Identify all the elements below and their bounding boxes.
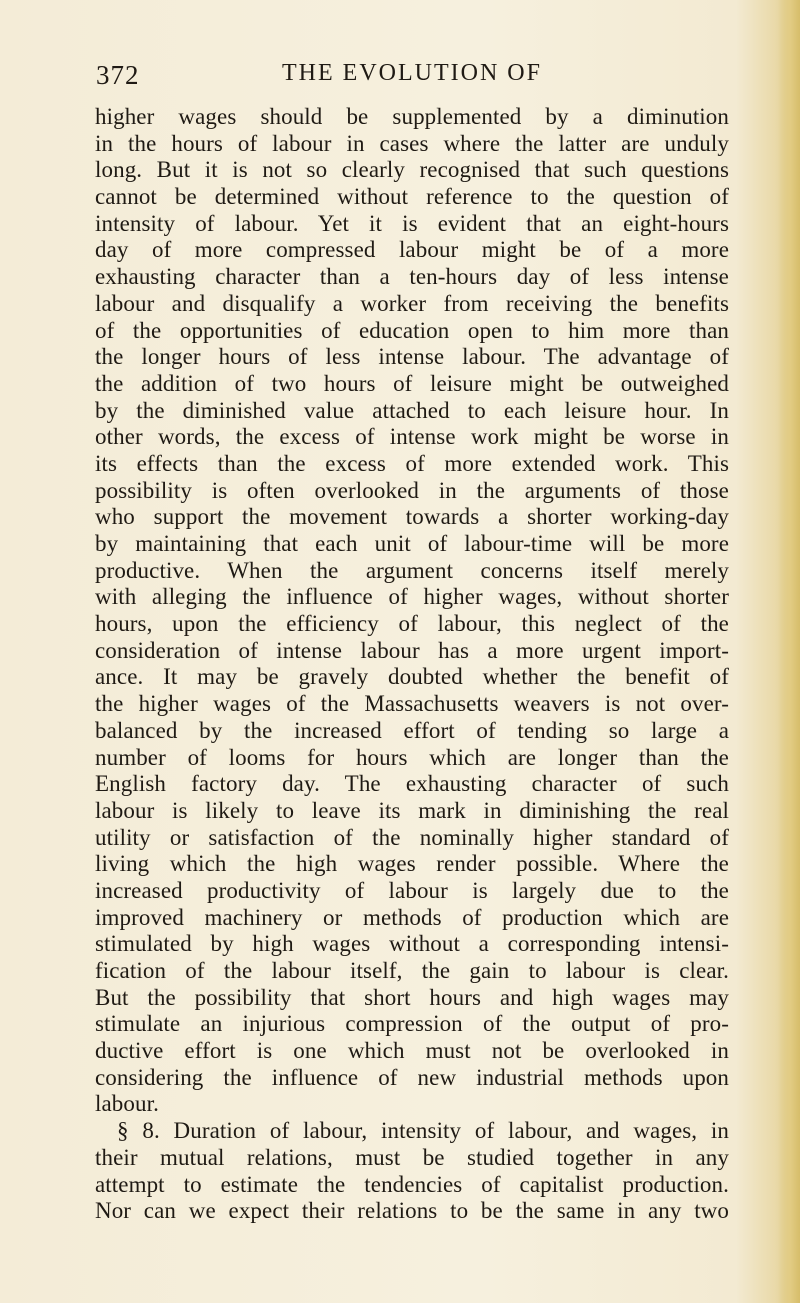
text-line: Nor can we expect their relations to be the same in any two <box>95 1198 729 1224</box>
text-line: who support the movement towards a shorter working-day <box>95 504 729 530</box>
text-line: considering the influence of new industrial methods upon <box>95 1064 729 1090</box>
paragraph-end-line: labour. <box>95 1091 159 1117</box>
text-line: number of looms for hours which are longer than the <box>95 744 729 770</box>
text-line: ductive effort is one which must not be overlooked in <box>95 1038 729 1064</box>
text-line: in the hours of labour in cases where the latter are unduly <box>95 130 729 156</box>
text-line: ance. It may be gravely doubted whether the benefit of <box>95 664 729 690</box>
text-line: English factory day. The exhausting character of such <box>95 771 729 797</box>
text-line: improved machinery or methods of production which are <box>95 904 729 930</box>
text-line: attempt to estimate the tendencies of capitalist production. <box>95 1171 729 1197</box>
page-header <box>96 60 728 100</box>
text-line: balanced by the increased effort of tending so large a <box>95 717 729 743</box>
text-line: stimulate an injurious compression of the output of pro- <box>95 1011 729 1037</box>
text-line: the longer hours of less intense labour. The advantage of <box>95 344 729 370</box>
text-line: by maintaining that each unit of labour-time will be more <box>95 531 729 556</box>
text-line: by the diminished value attached to each leisure hour. In <box>95 397 729 423</box>
page-number: 372 <box>96 60 140 90</box>
text-line: day of more compressed labour might be of a more <box>95 237 729 263</box>
text-line: hours, upon the efficiency of labour, this neglect of the <box>95 611 729 637</box>
running-title: THE EVOLUTION OF <box>282 60 542 86</box>
text-line: stimulated by high wages without a corresponding intensi- <box>95 931 729 957</box>
text-line: higher wages should be supplemented by a diminution <box>95 104 729 129</box>
text-line: the higher wages of the Massachusetts weavers is not over- <box>95 691 729 717</box>
text-line: increased productivity of labour is largely due to the <box>95 877 729 903</box>
text-line: fication of the labour itself, the gain to labour is clear. <box>95 958 729 983</box>
text-line: productive. When the argument concerns itself merely <box>95 557 729 583</box>
text-line: of the opportunities of education open to him more than <box>95 317 729 343</box>
section-8-first-line: § 8. Duration of labour, intensity of labour, and wages, in <box>117 1118 729 1144</box>
text-line: possibility is often overlooked in the arguments of those <box>95 477 729 503</box>
text-line: exhausting character than a ten-hours day of less intense <box>95 264 729 290</box>
text-line: long. But it is not so clearly recognised that such questions <box>95 157 729 183</box>
text-line: their mutual relations, must be studied together in any <box>95 1144 729 1170</box>
text-line: But the possibility that short hours and high wages may <box>95 984 729 1010</box>
text-line: cannot be determined without reference to the question of <box>95 184 729 210</box>
text-line: utility or satisfaction of the nominally higher standard of <box>95 824 729 850</box>
text-line: consideration of intense labour has a more urgent import- <box>95 637 729 663</box>
text-line: its effects than the excess of more extended work. This <box>95 450 729 476</box>
text-line: labour is likely to leave its mark in diminishing the real <box>95 797 729 823</box>
text-line: with alleging the influence of higher wages, without shorter <box>95 584 729 610</box>
text-line: intensity of labour. Yet it is evident that an eight-hours <box>95 210 729 236</box>
page-edge-shading <box>778 0 800 1303</box>
text-line: other words, the excess of intense work might be worse in <box>95 424 729 450</box>
text-line: living which the high wages render possible. Where the <box>95 851 729 877</box>
text-line: the addition of two hours of leisure might be outweighed <box>95 370 729 396</box>
body-text <box>95 104 729 1225</box>
text-line: labour and disqualify a worker from receiving the benefits <box>95 290 729 316</box>
